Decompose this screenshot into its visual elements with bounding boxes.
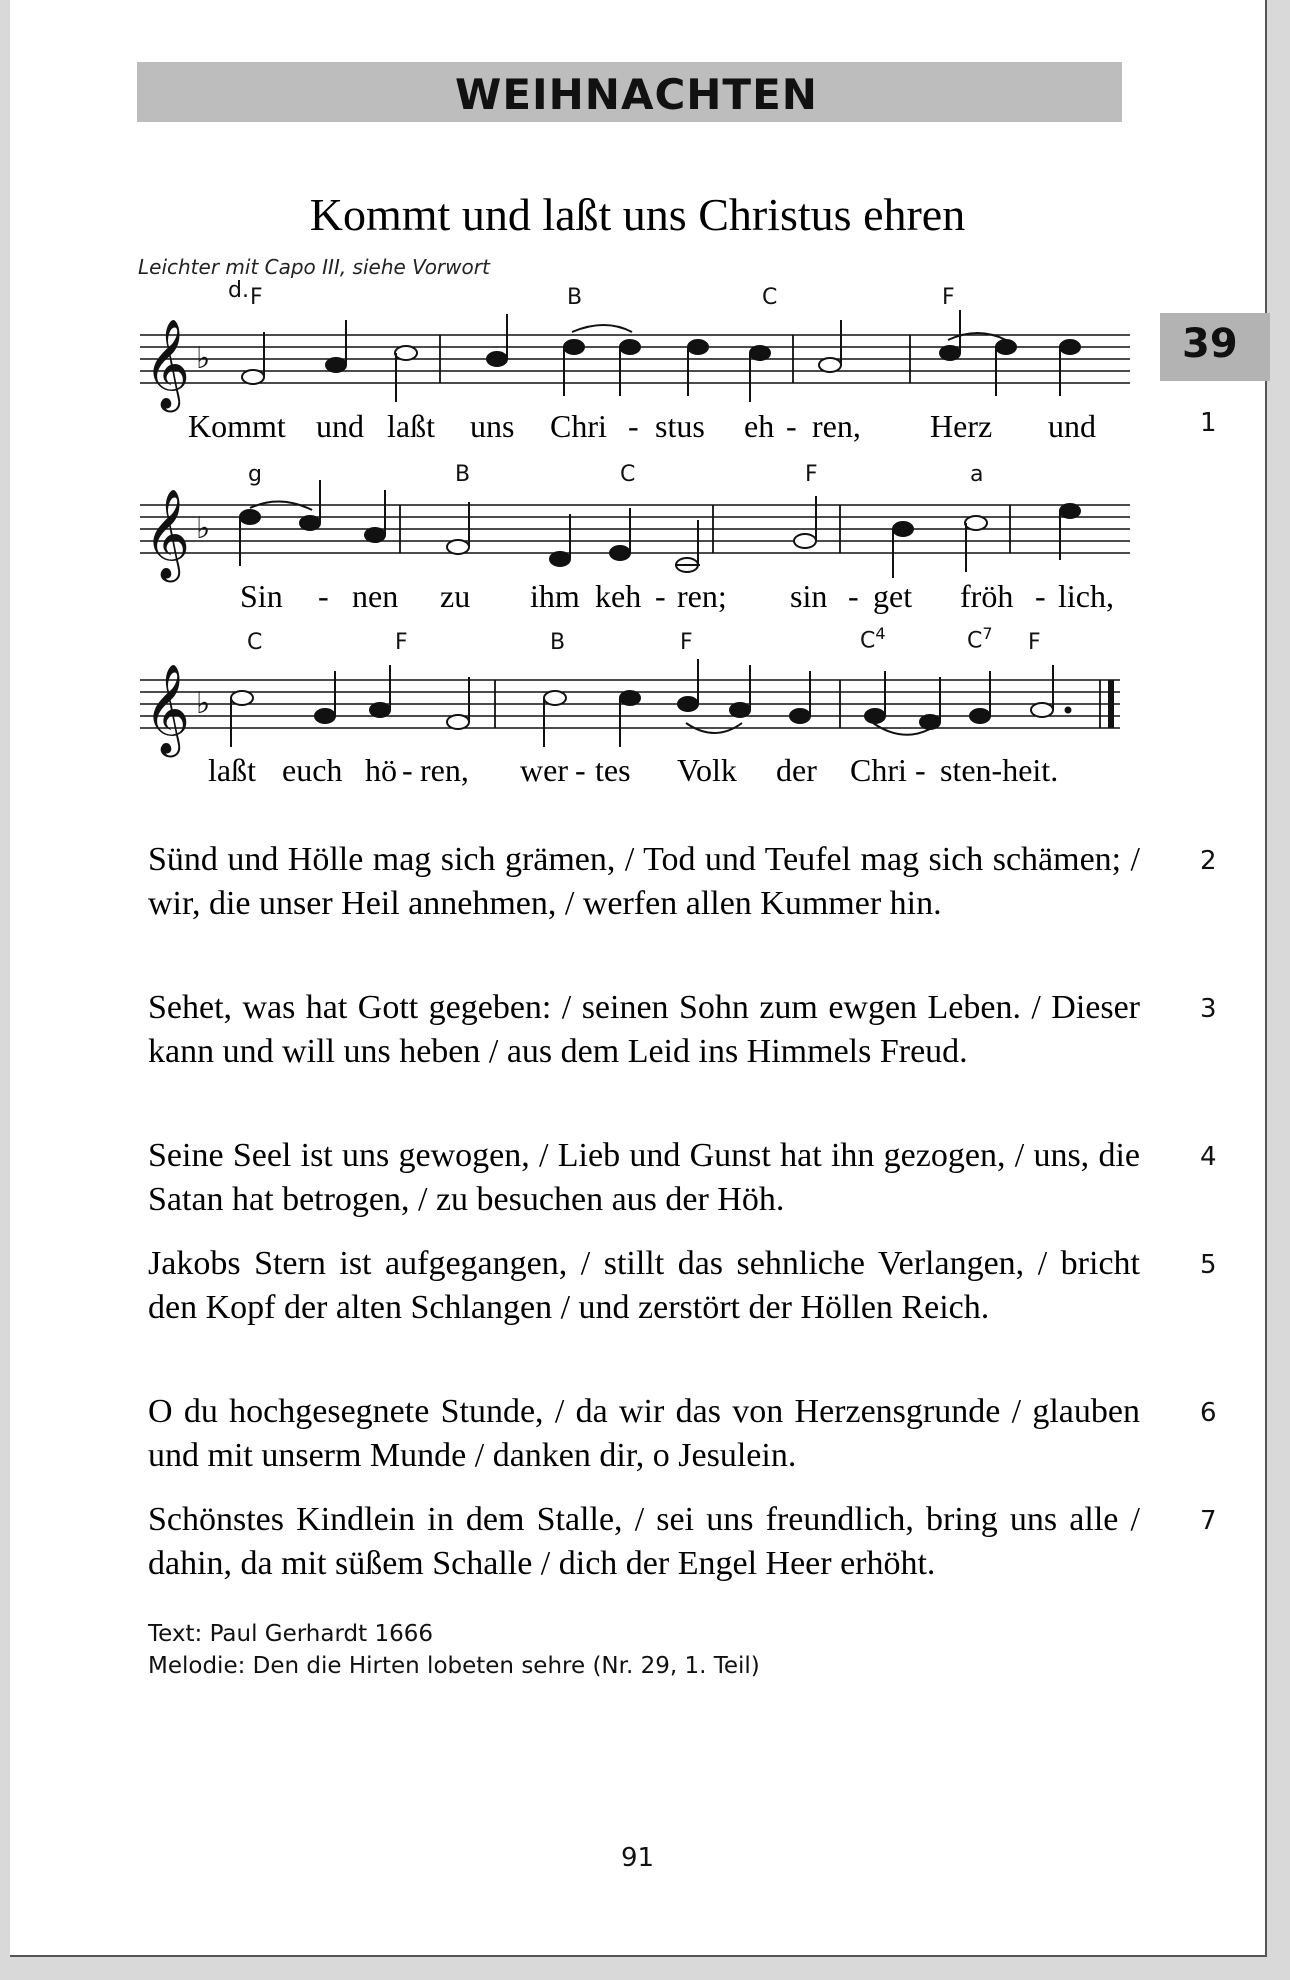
chord-label: F <box>805 462 818 487</box>
lyric-syllable: Chri <box>550 408 607 444</box>
verse-number: 4 <box>1200 1142 1217 1172</box>
song-number-tab <box>1160 313 1270 381</box>
lyric-syllable: euch <box>282 752 343 788</box>
svg-text:♭: ♭ <box>196 341 211 376</box>
credits <box>148 1618 760 1682</box>
lyric-syllable: und <box>1048 408 1096 444</box>
song-title: Kommt und laßt uns Christus ehren <box>309 189 966 240</box>
chord-label: B <box>567 285 583 310</box>
lyric-syllable: fröh <box>960 578 1014 614</box>
chord-label: C <box>247 630 263 655</box>
lyric-syllable: keh <box>595 578 642 614</box>
lyric-hyphen: - <box>848 578 859 614</box>
svg-text:♭: ♭ <box>196 511 211 546</box>
capo-hint: Leichter mit Capo III, siehe Vorwort <box>138 255 490 279</box>
lyric-syllable: wer <box>520 752 568 788</box>
lyric-hyphen: - <box>915 752 926 788</box>
lyric-syllable: uns <box>470 408 515 444</box>
chord-label: F <box>250 285 263 310</box>
lyric-syllable: zu <box>440 578 471 614</box>
lyric-syllable: Volk <box>677 752 737 788</box>
verse-text: Seine Seel ist uns gewogen, / Lieb und Gunst hat ihn gezogen, / uns, die Satan hat betrogen, / zu besuchen aus der Höh. <box>148 1137 1140 1218</box>
lyrics-line-3 <box>140 752 1120 792</box>
verse-number: 1 <box>1200 408 1217 438</box>
lyric-syllable: ren, <box>420 752 469 788</box>
lyric-syllable: Kommt <box>188 408 286 444</box>
section-title: WEIHNACHTEN <box>455 70 818 119</box>
chord-label: g <box>248 462 262 487</box>
svg-text:♭: ♭ <box>196 686 211 721</box>
lyric-syllable: und <box>316 408 364 444</box>
verse-number: 5 <box>1200 1250 1217 1280</box>
lyric-hyphen: - <box>1035 578 1046 614</box>
page-number: 91 <box>620 1843 655 1873</box>
chord-label: F <box>1028 630 1041 655</box>
lyrics-line-2 <box>140 578 1120 618</box>
tempo-mark: d. <box>228 278 249 303</box>
verse-text: O du hochgesegnete Stunde, / da wir das von Herzensgrunde / glauben und mit unserm Munde / danken dir, o Jesulein. <box>148 1393 1140 1474</box>
chord-label: a <box>970 462 984 487</box>
verse-text: Sünd und Hölle mag sich grämen, / Tod und Teufel mag sich schämen; / wir, die unser Heil annehmen, / werfen allen Kummer hin. <box>148 841 1140 922</box>
verse-number: 3 <box>1200 994 1217 1024</box>
chord-label: F <box>395 630 408 655</box>
lyric-syllable: ren; <box>677 578 727 614</box>
lyric-hyphen: - <box>402 752 413 788</box>
chord-label: B <box>550 630 566 655</box>
chord-label: F <box>680 630 693 655</box>
lyric-syllable: sten-heit. <box>940 752 1059 788</box>
lyrics-line-1 <box>140 408 1120 448</box>
svg-text:𝄞: 𝄞 <box>144 319 191 409</box>
lyric-syllable: get <box>873 578 913 614</box>
lyric-hyphen: - <box>318 578 329 614</box>
verse-text: Jakobs Stern ist aufgegangen, / stillt das sehnliche Verlangen, / bricht den Kopf der alten Schlangen / und zerstört der Höllen Reich. <box>148 1245 1140 1326</box>
verse-text: Sehet, was hat Gott gegeben: / seinen Sohn zum ewgen Leben. / Dieser kann und will uns heben / aus dem Leid ins Himmels Freud. <box>148 989 1140 1070</box>
lyric-syllable: nen <box>352 578 399 614</box>
lyric-hyphen: - <box>786 408 797 444</box>
lyric-syllable: Herz <box>930 408 993 444</box>
lyric-syllable: laßt <box>208 752 256 788</box>
song-number: 39 <box>1182 321 1238 367</box>
lyric-syllable: hö <box>365 752 397 788</box>
lyric-hyphen: - <box>575 752 586 788</box>
chord-label: C <box>762 285 778 310</box>
lyric-syllable: tes <box>595 752 631 788</box>
lyric-hyphen: - <box>655 578 666 614</box>
lyric-hyphen: - <box>628 408 639 444</box>
chord-label: $C^7$ <box>967 624 993 654</box>
lyric-syllable: ren, <box>812 408 861 444</box>
lyric-syllable: Sin <box>240 578 283 614</box>
lyric-syllable: ihm <box>530 578 580 614</box>
text-credit: Text: Paul Gerhardt 1666 <box>148 1621 433 1647</box>
chord-label: $C^4$ <box>860 624 886 654</box>
chord-label: B <box>455 462 471 487</box>
lyric-syllable: laßt <box>387 408 435 444</box>
music-staff-3 <box>140 655 1130 765</box>
verse-number: 7 <box>1200 1506 1217 1536</box>
lyric-syllable: Chri <box>850 752 907 788</box>
lyric-syllable: stus <box>655 408 705 444</box>
lyric-syllable: sin <box>790 578 828 614</box>
chord-label: F <box>942 285 955 310</box>
music-staff-2 <box>140 480 1130 590</box>
lyric-syllable: der <box>776 752 817 788</box>
music-staff-1 <box>140 310 1130 420</box>
verse-text: Schönstes Kindlein in dem Stalle, / sei uns freundlich, bring uns alle / dahin, da mit süßem Schalle / dich der Engel Heer erhöht. <box>148 1501 1140 1582</box>
verse-number: 2 <box>1200 846 1217 876</box>
chord-label: C <box>620 462 636 487</box>
hymnal-page <box>10 0 1267 1957</box>
verse-number: 6 <box>1200 1398 1217 1428</box>
svg-text:𝄞: 𝄞 <box>144 664 191 754</box>
lyric-syllable: lich, <box>1058 578 1114 614</box>
svg-text:𝄞: 𝄞 <box>144 489 191 579</box>
melody-credit: Melodie: Den die Hirten lobeten sehre (Nr. 29, 1. Teil) <box>148 1653 760 1679</box>
lyric-syllable: eh <box>744 408 775 444</box>
